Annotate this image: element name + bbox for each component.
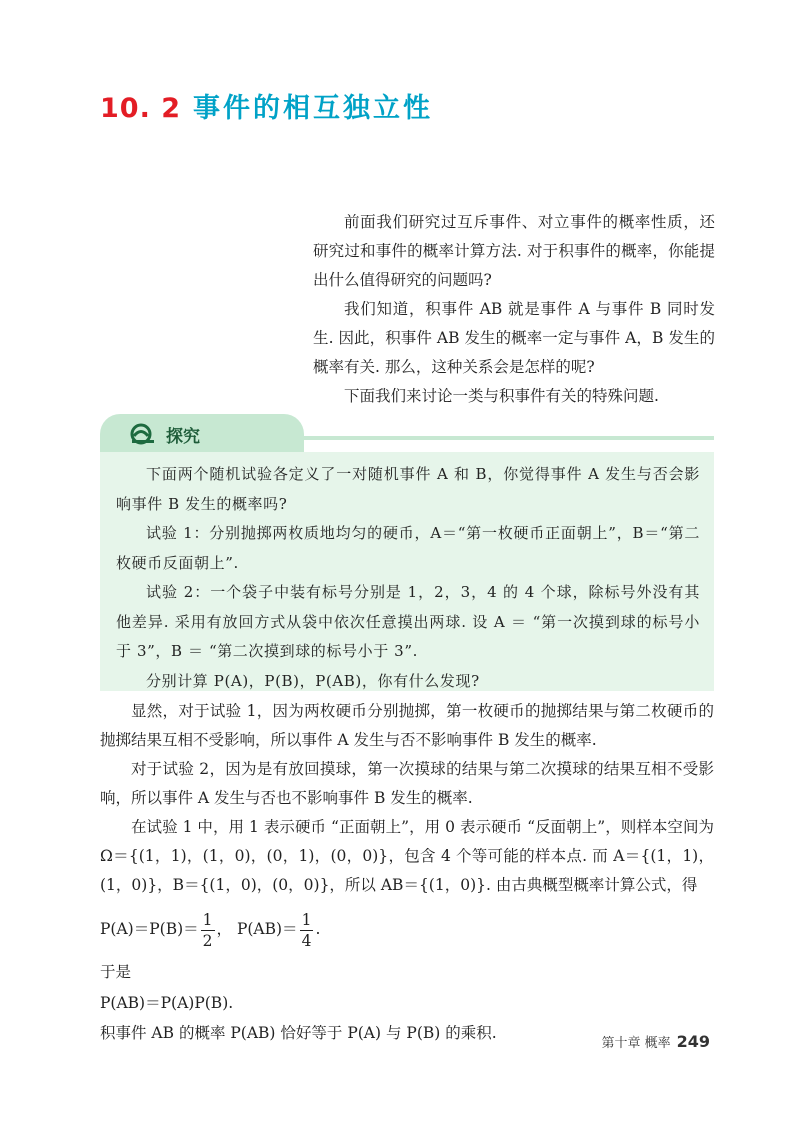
- explore-icon: [130, 423, 156, 445]
- formula-lhs: P(A)＝P(B)＝: [100, 920, 199, 938]
- body-paragraph: 对于试验 2，因为是有放回摸球，第一次摸球的结果与第二次摸球的结果互相不受影响，所以事件 A 发生与否也不影响事件 B 发生的概率.: [100, 760, 714, 807]
- intro-paragraph: 我们知道，积事件 AB 就是事件 A 与事件 B 同时发生. 因此，积事件 AB 发生的概率一定与事件 A，B 发生的概率有关. 那么，这种关系会是怎样的呢?: [313, 300, 715, 376]
- formula-probabilities: [100, 900, 714, 958]
- page-number: 249: [676, 1032, 710, 1051]
- body-text: [100, 697, 714, 1048]
- explore-label: 探究: [166, 427, 200, 447]
- intro-paragraph: 前面我们研究过互斥事件、对立事件的概率性质，还研究过和事件的概率计算方法. 对于积事件的概率，你能提出什么值得研究的问题吗?: [313, 213, 715, 289]
- fraction-one-half: [201, 910, 215, 951]
- page-footer: [601, 1032, 710, 1051]
- explore-paragraph: 下面两个随机试验各定义了一对随机事件 A 和 B，你觉得事件 A 发生与否会影响事件 B 发生的概率吗?: [116, 465, 700, 513]
- fraction-one-quarter: [300, 910, 314, 951]
- section-title: 事件的相互独立性: [193, 93, 434, 124]
- body-paragraph: 在试验 1 中，用 1 表示硬币 “正面朝上”，用 0 表示硬币 “反面朝上”，则样本空间为 Ω＝{(1，1)，(1，0)，(0，1)，(0，0)}，包含 4 个等可能的样本点. 而 A＝{(1，1)，(1，0)}，B＝{(1，0)，(0，0)}，所以 AB＝{(1，0)}. 由古典概型概率计算公式，得: [100, 818, 714, 894]
- fraction-denominator: 4: [301, 931, 312, 950]
- fraction-numerator: 1: [301, 910, 312, 929]
- fraction-numerator: 1: [202, 910, 213, 929]
- footer-chapter: 第十章 概率: [601, 1036, 671, 1051]
- body-paragraph: 显然，对于试验 1，因为两枚硬币分别抛掷，第一枚硬币的抛掷结果与第二枚硬币的抛掷结果互相不受影响，所以事件 A 发生与否不影响事件 B 发生的概率.: [100, 702, 714, 749]
- fraction-denominator: 2: [202, 931, 213, 950]
- section-number: 10. 2: [100, 93, 182, 124]
- intro-paragraph: 下面我们来讨论一类与积事件有关的特殊问题.: [344, 387, 659, 405]
- explore-header-rule: [304, 436, 714, 440]
- intro-text: [313, 208, 715, 411]
- explore-paragraph: 试验 1：分别抛掷两枚质地均匀的硬币，A＝“第一枚硬币正面朝上”，B＝“第二枚硬币反面朝上”.: [116, 524, 700, 572]
- explore-paragraph: 分别计算 P(A)，P(B)，P(AB)，你有什么发现?: [146, 671, 480, 690]
- formula-product: P(AB)＝P(A)P(B).: [100, 994, 234, 1012]
- body-thus: 于是: [100, 963, 132, 981]
- explore-content: [100, 452, 714, 691]
- formula-end: .: [315, 920, 321, 938]
- explore-paragraph: 试验 2：一个袋子中装有标号分别是 1，2，3，4 的 4 个球，除标号外没有其他差异. 采用有放回方式从袋中依次任意摸出两球. 设 A ＝ “第一次摸到球的标号小于 3”，B ＝ “第二次摸到球的标号小于 3”.: [116, 583, 700, 660]
- explore-tab: [100, 414, 304, 454]
- formula-mid: ， P(AB)＝: [216, 920, 298, 938]
- section-heading: [100, 86, 433, 125]
- body-paragraph: 积事件 AB 的概率 P(AB) 恰好等于 P(A) 与 P(B) 的乘积.: [100, 1024, 497, 1042]
